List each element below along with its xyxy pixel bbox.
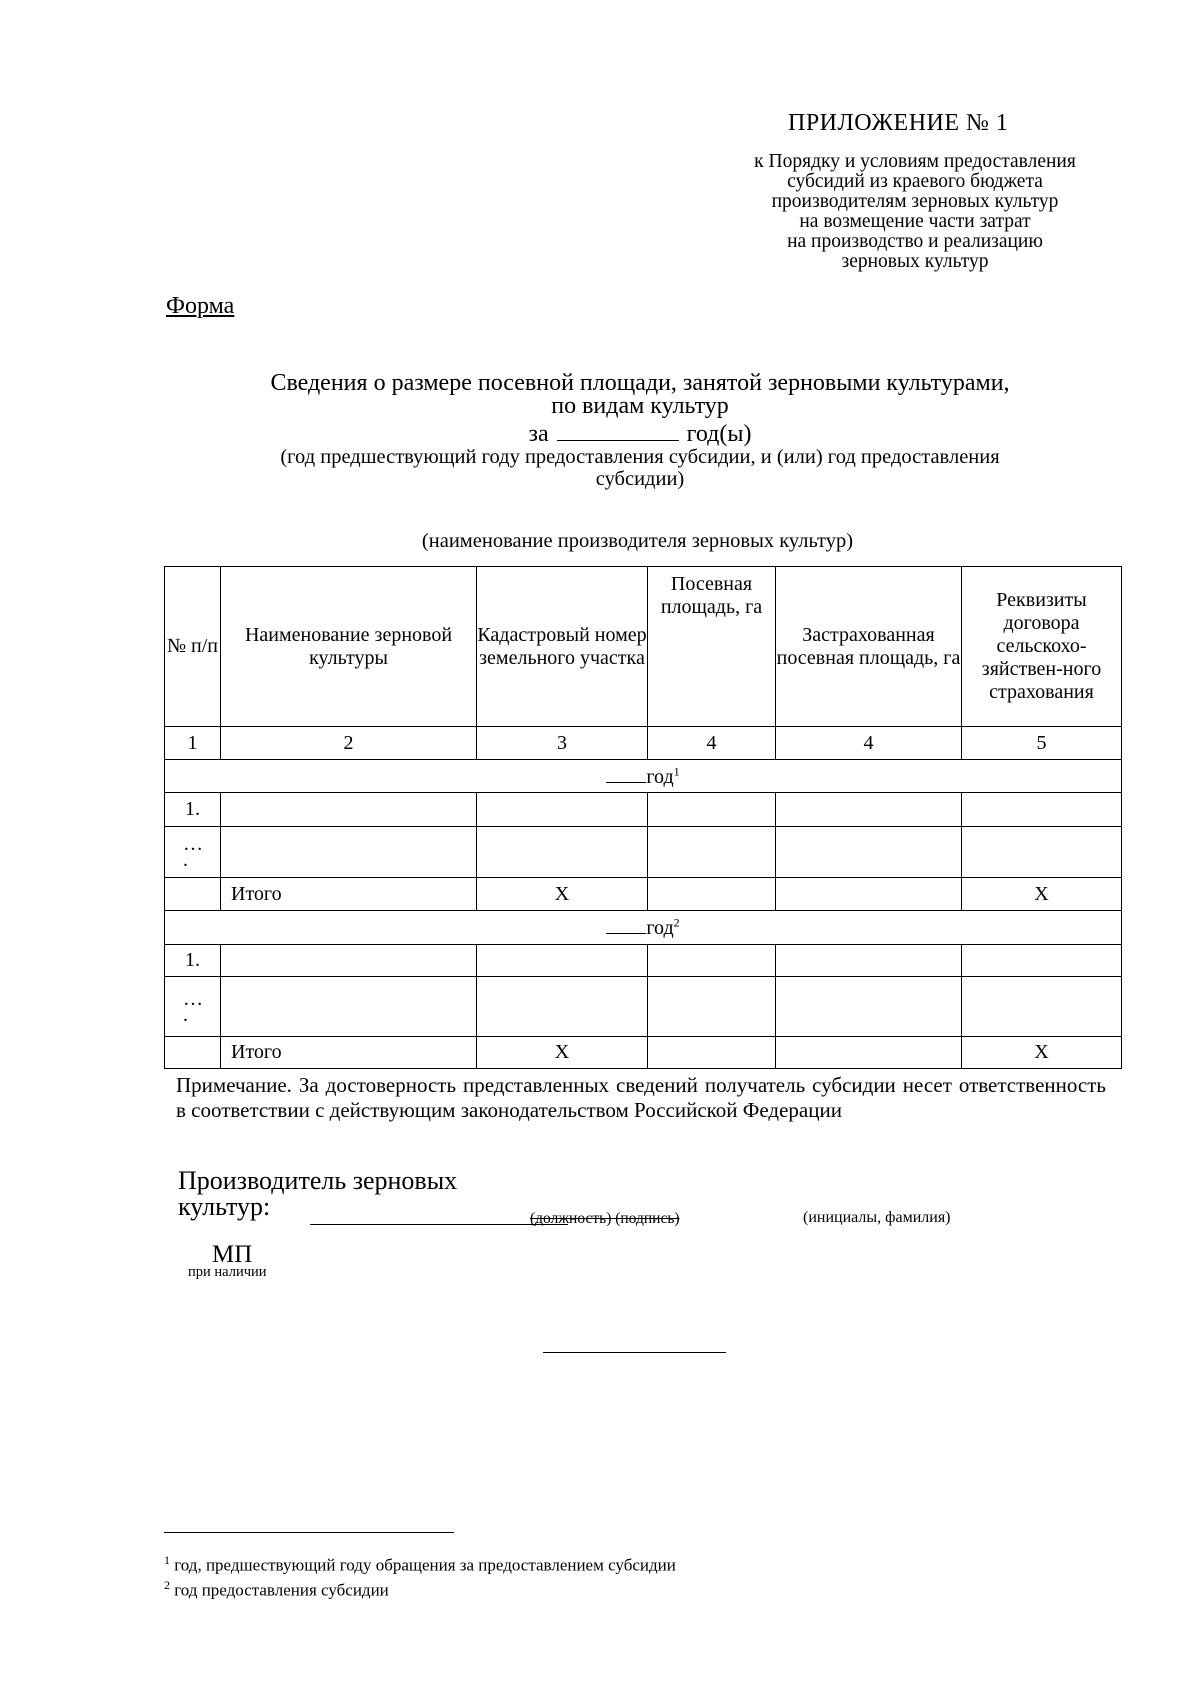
position-signature-caption: (должность) (подпись) [530,1210,680,1227]
sown-area-cell[interactable] [648,827,776,878]
year-label: год [646,765,674,788]
table-row [165,827,1122,878]
year-section-row-2 [165,911,1122,945]
period-note-line: субсидии) [595,468,685,490]
total-sown-area-cell[interactable] [648,878,776,911]
document-heading [170,372,1110,418]
table-row [165,793,1122,827]
insured-area-cell[interactable] [776,977,962,1037]
footnote-text: год, предшествующий году обращения за предоставлением субсидии [174,1555,676,1575]
total-row [165,1037,1122,1069]
insurance-contract-cell[interactable] [962,977,1122,1037]
form-label: Форма [166,293,235,319]
period-suffix: год(ы) [686,421,752,447]
total-number-cell [165,878,221,911]
period-note [200,446,1080,490]
column-number: 5 [962,727,1122,760]
year-label-cell [165,760,1122,793]
column-number: 2 [221,727,477,760]
producer-name-caption: (наименование производителя зерновых культур) [421,530,854,552]
footnote-2 [164,1578,389,1601]
header-crop-name: Наименование зерновой культуры [221,567,477,727]
header-insurance-contract: Реквизиты договора сельскохо-зяйствен-ного страхования [962,567,1122,727]
x-mark: X [962,878,1122,911]
appendix-subtitle-line: субсидий из краевого бюджета [787,171,1043,192]
footnote-mark: 1 [164,1553,170,1567]
producer-label-line: Производитель зерновых [178,1166,458,1195]
acreage-table [164,566,1122,1069]
column-number: 4 [648,727,776,760]
column-number-row [165,727,1122,760]
column-number: 4 [776,727,962,760]
appendix-title: ПРИЛОЖЕНИЕ № 1 [788,110,1009,136]
footnote-divider [164,1532,454,1533]
insured-area-cell[interactable] [776,945,962,977]
row-ellipsis: … . [165,977,221,1037]
producer-label-line: культур: [178,1192,271,1221]
header-sown-area: Посевная площадь, га [648,567,776,727]
insured-area-cell[interactable] [776,827,962,878]
cadastral-number-cell[interactable] [477,793,648,827]
period-blank[interactable] [557,420,679,441]
crop-name-cell[interactable] [221,827,477,878]
initials-caption: (инициалы, фамилия) [803,1209,951,1226]
footnote-text: год предоставления субсидии [174,1580,389,1600]
period-note-line: (год предшествующий году предоставления субсидии, и (или) год предоставления [280,446,1000,468]
responsibility-note: Примечание. За достоверность представленных сведений получатель субсидии несет ответственность в соответствии с действующим законодательством Российской Федерации [176,1073,1106,1122]
crop-name-cell[interactable] [221,793,477,827]
header-cadastral-number: Кадастровый номер земельного участка [477,567,648,727]
footnote-1 [164,1553,676,1576]
footnote-mark: 2 [164,1578,170,1592]
year-blank[interactable] [606,915,646,934]
year-label-cell [165,911,1122,945]
insurance-contract-cell[interactable] [962,827,1122,878]
heading-line: Сведения о размере посевной площади, занятой зерновыми культурами, [270,370,1010,396]
x-mark: X [477,1037,648,1069]
total-sown-area-cell[interactable] [648,1037,776,1069]
header-insured-area: Застрахованная посевная площадь, га [776,567,962,727]
table-row [165,945,1122,977]
column-number: 3 [477,727,648,760]
insurance-contract-cell[interactable] [962,945,1122,977]
table-row [165,977,1122,1037]
total-insured-area-cell[interactable] [776,878,962,911]
period-line [170,420,1110,448]
appendix-subtitle-line: зерновых культур [841,251,989,272]
appendix-subtitle-line: на производство и реализацию [787,231,1043,252]
sown-area-cell[interactable] [648,793,776,827]
insurance-contract-cell[interactable] [962,793,1122,827]
total-label: Итого [221,878,477,911]
row-number: 1. [165,945,221,977]
column-number: 1 [165,727,221,760]
crop-name-cell[interactable] [221,977,477,1037]
x-mark: X [477,878,648,911]
producer-signature-label [178,1168,457,1220]
row-number: 1. [165,793,221,827]
header-number: № п/п [165,567,221,727]
appendix-subtitle [680,152,1150,272]
heading-line: по видам культур [551,393,729,419]
total-row [165,878,1122,911]
appendix-subtitle-line: на возмещение части затрат [799,211,1031,232]
total-insured-area-cell[interactable] [776,1037,962,1069]
appendix-subtitle-line: производителям зерновых культур [771,191,1059,212]
stamp-label: МП [212,1241,253,1268]
cadastral-number-cell[interactable] [477,977,648,1037]
crop-name-cell[interactable] [221,945,477,977]
period-prefix: за [528,421,549,447]
footnote-mark: 1 [673,763,680,778]
row-ellipsis: … . [165,827,221,878]
footnote-mark: 2 [673,915,680,930]
year-section-row-1 [165,760,1122,793]
end-divider [543,1352,726,1353]
sown-area-cell[interactable] [648,945,776,977]
year-blank[interactable] [606,764,646,783]
total-number-cell [165,1037,221,1069]
insured-area-cell[interactable] [776,793,962,827]
cadastral-number-cell[interactable] [477,827,648,878]
table-header-row [165,567,1122,727]
sown-area-cell[interactable] [648,977,776,1037]
stamp-note: при наличии [188,1264,267,1280]
x-mark: X [962,1037,1122,1069]
total-label: Итого [221,1037,477,1069]
cadastral-number-cell[interactable] [477,945,648,977]
appendix-subtitle-line: к Порядку и условиям предоставления [754,151,1076,172]
year-label: год [646,917,674,939]
